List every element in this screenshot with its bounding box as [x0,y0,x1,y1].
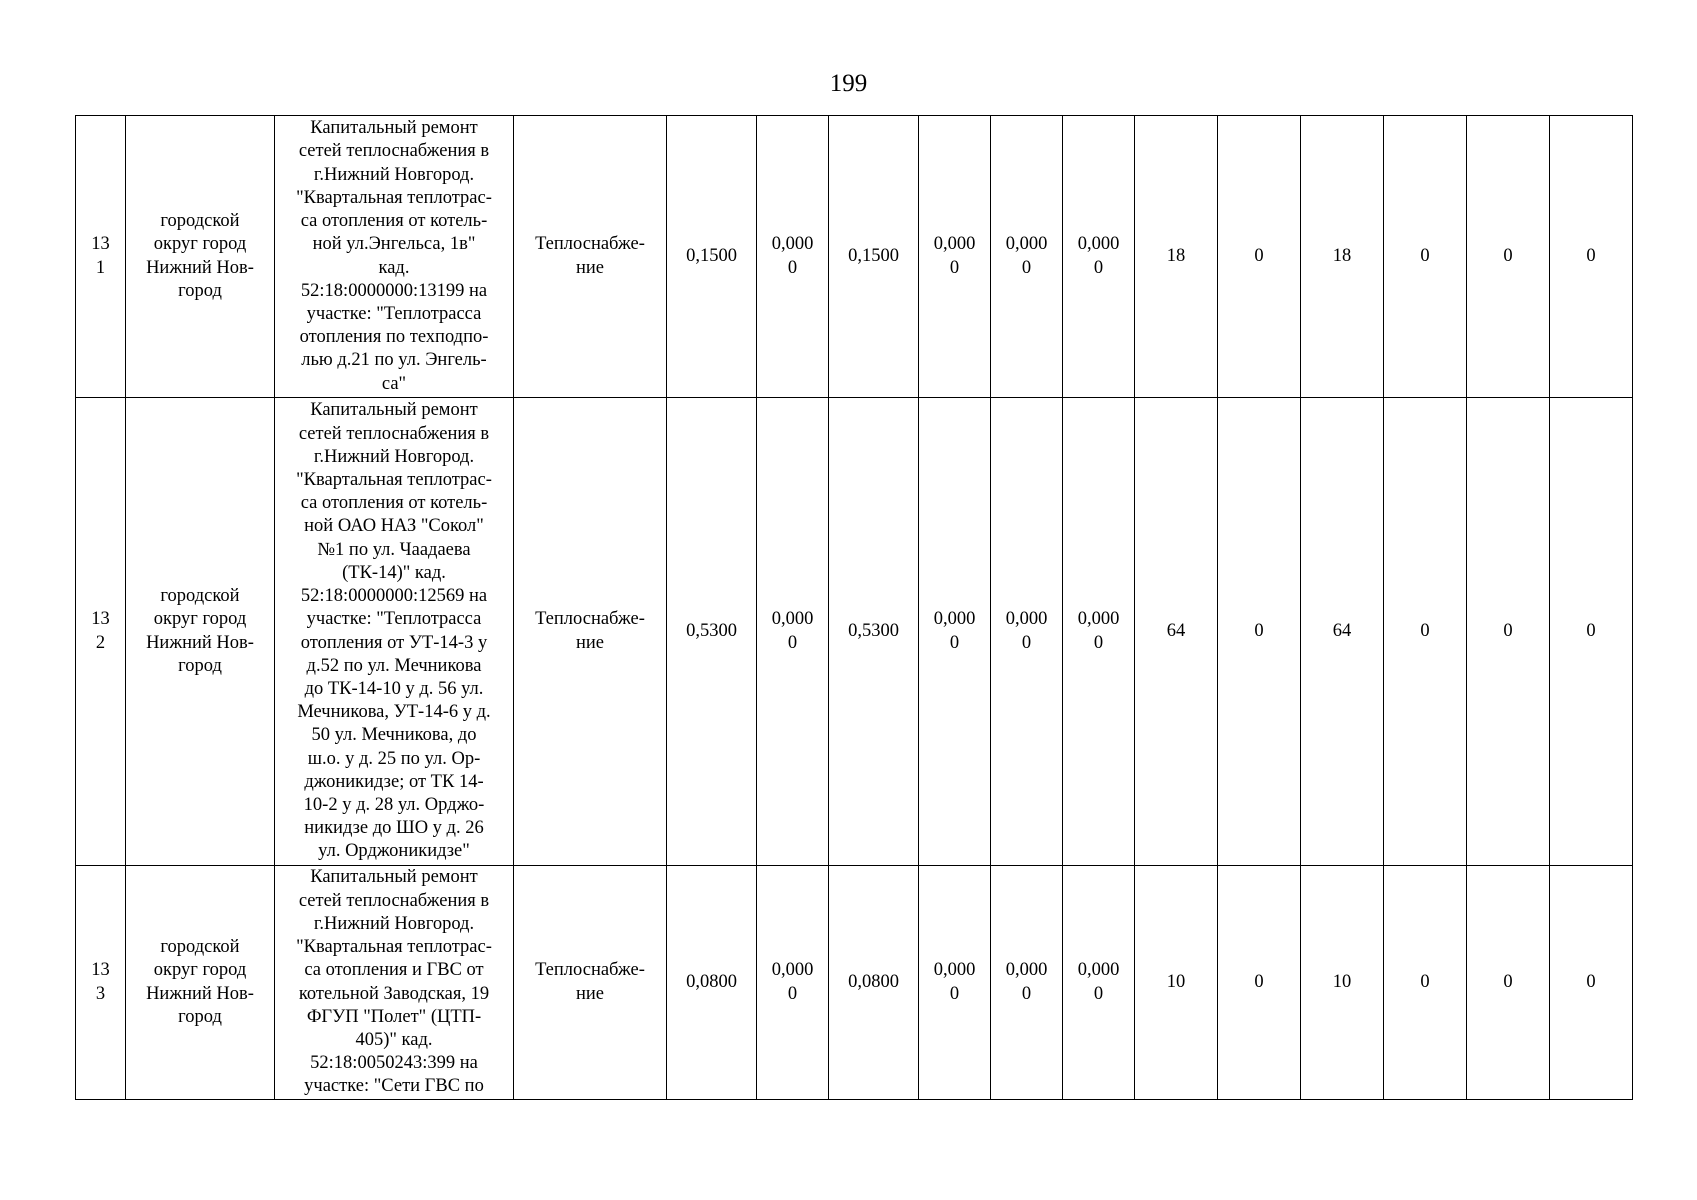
value-cell-8: 0 [1218,866,1301,1100]
value-cell-11: 0 [1467,866,1550,1100]
row-number: 13 1 [76,116,126,398]
value-cell-8: 0 [1218,116,1301,398]
value-cell-7: 64 [1135,398,1218,866]
description-cell: Капитальный ремонт сетей теплоснабжения в г.Нижний Новгород. "Квартальная теплотрас- са отопления от котель- ной ул.Энгельса, 1в" кад. 52:18:0000000:13199 на участке: "Теплотрасса отопления по техподпо- лью д.21 по ул. Энгель- са" [275,116,514,398]
value-cell-1: 0,5300 [667,398,757,866]
value-cell-2: 0,000 0 [757,866,829,1100]
district-cell: городской округ город Нижний Нов- город [126,866,275,1100]
value-cell-11: 0 [1467,116,1550,398]
value-cell-10: 0 [1384,866,1467,1100]
description-cell: Капитальный ремонт сетей теплоснабжения в г.Нижний Новгород. "Квартальная теплотрас- са отопления от котель- ной ОАО НАЗ "Сокол" №1 по ул. Чаадаева (ТК-14)" кад. 52:18:0000000:12569 на участке: "Теплотрасса отопления от УТ-14-3 у д.52 по ул. Мечникова до ТК-14-10 у д. 56 ул. Мечникова, УТ-14-6 у д. 50 ул. Мечникова, до ш.о. у д. 25 по ул. Ор- джоникидзе; от ТК 14- 10-2 у д. 28 ул. Орджо- никидзе до ШО у д. 26 ул. Орджоникидзе" [275,398,514,866]
value-cell-10: 0 [1384,398,1467,866]
table-row [76,116,1633,398]
value-cell-1: 0,0800 [667,866,757,1100]
value-cell-5: 0,000 0 [991,116,1063,398]
value-cell-8: 0 [1218,398,1301,866]
type-cell: Теплоснабже- ние [514,116,667,398]
table-row [76,398,1633,866]
value-cell-3: 0,5300 [829,398,919,866]
district-cell: городской округ город Нижний Нов- город [126,116,275,398]
value-cell-1: 0,1500 [667,116,757,398]
value-cell-4: 0,000 0 [919,116,991,398]
value-cell-6: 0,000 0 [1063,866,1135,1100]
page-number: 199 [829,70,868,97]
value-cell-7: 10 [1135,866,1218,1100]
value-cell-9: 18 [1301,116,1384,398]
value-cell-11: 0 [1467,398,1550,866]
value-cell-4: 0,000 0 [919,866,991,1100]
description-cell: Капитальный ремонт сетей теплоснабжения в г.Нижний Новгород. "Квартальная теплотрас- са отопления и ГВС от котельной Заводская, 19 ФГУП "Полет" (ЦТП- 405)" кад. 52:18:0050243:399 на участке: "Сети ГВС по [275,866,514,1100]
value-cell-3: 0,1500 [829,116,919,398]
value-cell-9: 64 [1301,398,1384,866]
value-cell-6: 0,000 0 [1063,116,1135,398]
value-cell-5: 0,000 0 [991,866,1063,1100]
value-cell-2: 0,000 0 [757,116,829,398]
table-row [76,866,1633,1100]
type-cell: Теплоснабже- ние [514,866,667,1100]
value-cell-9: 10 [1301,866,1384,1100]
district-cell: городской округ город Нижний Нов- город [126,398,275,866]
value-cell-6: 0,000 0 [1063,398,1135,866]
value-cell-12: 0 [1550,866,1633,1100]
value-cell-10: 0 [1384,116,1467,398]
value-cell-7: 18 [1135,116,1218,398]
value-cell-12: 0 [1550,398,1633,866]
value-cell-3: 0,0800 [829,866,919,1100]
row-number: 13 2 [76,398,126,866]
row-number: 13 3 [76,866,126,1100]
value-cell-4: 0,000 0 [919,398,991,866]
type-cell: Теплоснабже- ние [514,398,667,866]
value-cell-12: 0 [1550,116,1633,398]
value-cell-5: 0,000 0 [991,398,1063,866]
projects-table [75,115,1633,1100]
value-cell-2: 0,000 0 [757,398,829,866]
